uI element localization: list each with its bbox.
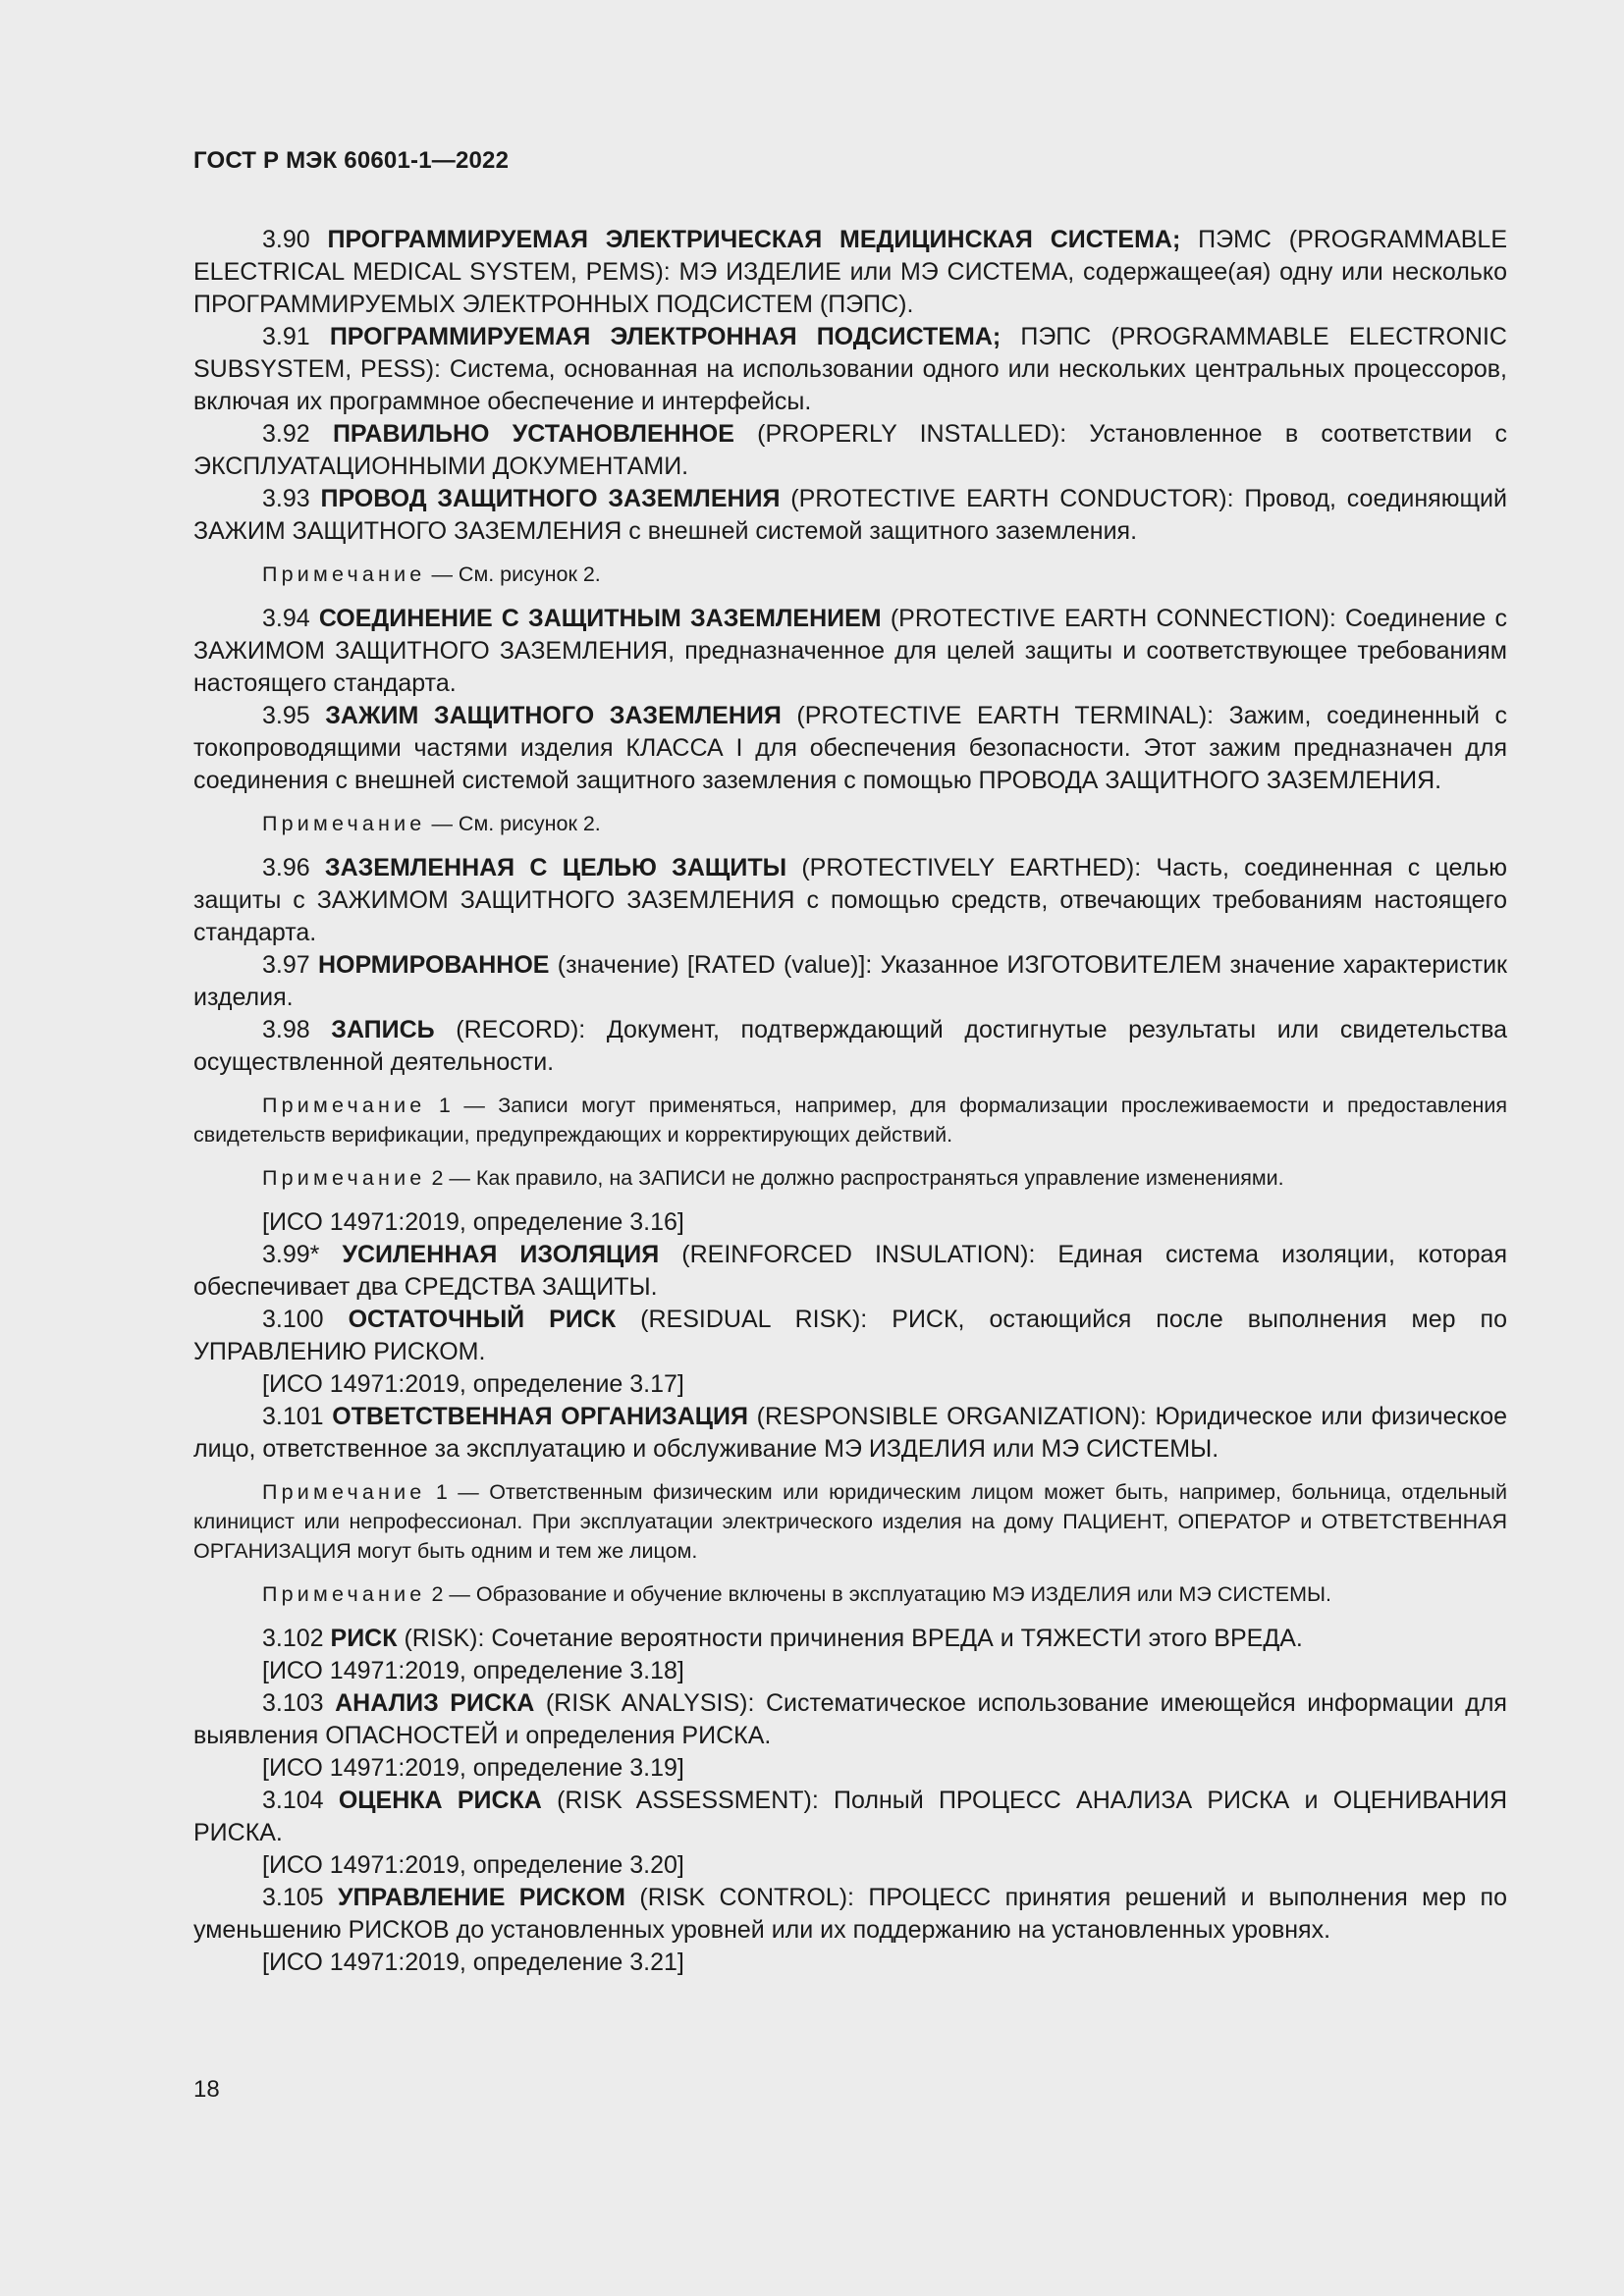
term-definition <box>193 852 1507 949</box>
source-reference: [ИСО 14971:2019, определение 3.19] <box>262 1754 684 1782</box>
term-number: 3.103 <box>262 1689 324 1717</box>
note-text: — См. рисунок 2. <box>431 812 601 835</box>
note-text: 1 — Ответственным физическим или юридическим лицом может быть, например, больница, отдельный клиницист или непрофессионал. При эксплуатации электрического изделия на дому ПАЦИЕНТ, ОПЕРАТОР и ОТВЕТСТВЕННАЯ ОРГАНИЗАЦИЯ могут быть одним и тем же лицом. <box>193 1480 1507 1563</box>
term-definition <box>193 1014 1507 1079</box>
term-text: (RISK): Сочетание вероятности причинения ВРЕДА и ТЯЖЕСТИ этого ВРЕДА. <box>404 1625 1303 1652</box>
source-reference: [ИСО 14971:2019, определение 3.18] <box>262 1657 684 1684</box>
term-title: УПРАВЛЕНИЕ РИСКОМ <box>337 1884 625 1911</box>
note-text: — См. рисунок 2. <box>431 562 601 586</box>
term-text: (RISK CONTROL): ПРОЦЕСС принятия решений и выполнения мер по уменьшению РИСКОВ до установленных уровней или их поддержанию на установленных уровнях. <box>193 1884 1507 1944</box>
term-text: (PROTECTIVE EARTH CONNECTION): Соединение с ЗАЖИМОМ ЗАЩИТНОГО ЗАЗЕМЛЕНИЯ, предназначенное для целей защиты и соответствующее требованиям настоящего стандарта. <box>193 605 1507 697</box>
term-text: (значение) [RATED (value)]: Указанное ИЗГОТОВИТЕЛЕМ значение характеристик изделия. <box>193 951 1507 1011</box>
term-text: ПЭПС (PROGRAMMABLE ELECTRONIC SUBSYSTEM, PESS): Система, основанная на использовании одного или нескольких центральных процессоров, включая их программное обеспечение и интерфейсы. <box>193 323 1507 415</box>
term-text: (REINFORCED INSULATION): Единая система изоляции, которая обеспечивает два СРЕДСТВА ЗАЩИТЫ. <box>193 1241 1507 1301</box>
term-text: (RISK ASSESSMENT): Полный ПРОЦЕСС АНАЛИЗА РИСКА и ОЦЕНИВАНИЯ РИСКА. <box>193 1787 1508 1846</box>
term-text: (RESPONSIBLE ORGANIZATION): Юридическое или физическое лицо, ответственное за эксплуатацию и обслуживание МЭ ИЗДЕЛИЯ или МЭ СИСТЕМЫ. <box>193 1403 1508 1463</box>
term-title: ОТВЕТСТВЕННАЯ ОРГАНИЗАЦИЯ <box>332 1403 748 1430</box>
note <box>193 1477 1507 1566</box>
note-label: Примечание <box>262 1582 426 1606</box>
term-title: РИСК <box>330 1625 398 1652</box>
term-title: СОЕДИНЕНИЕ С ЗАЩИТНЫМ ЗАЗЕМЛЕНИЕМ <box>318 605 882 632</box>
term-definition <box>193 1401 1507 1466</box>
term-title: ПРАВИЛЬНО УСТАНОВЛЕННОЕ <box>332 420 734 448</box>
term-title: УСИЛЕННАЯ ИЗОЛЯЦИЯ <box>342 1241 660 1268</box>
term-definition <box>193 1882 1507 1947</box>
term-title: ЗАПИСЬ <box>331 1016 435 1043</box>
term-title: АНАЛИЗ РИСКА <box>335 1689 535 1717</box>
source-reference: [ИСО 14971:2019, определение 3.17] <box>262 1370 684 1398</box>
term-number: 3.92 <box>262 420 310 448</box>
page-number: 18 <box>193 2076 220 2103</box>
term-definition <box>193 1239 1507 1304</box>
term-definition <box>193 700 1507 797</box>
note <box>193 1163 1507 1193</box>
term-number: 3.94 <box>262 605 310 632</box>
source-reference: [ИСО 14971:2019, определение 3.21] <box>262 1949 684 1976</box>
note-label: Примечание <box>262 1094 426 1117</box>
term-title: ЗАЖИМ ЗАЩИТНОГО ЗАЗЕМЛЕНИЯ <box>325 702 782 729</box>
source-reference: [ИСО 14971:2019, определение 3.20] <box>262 1851 684 1879</box>
term-text: (PROTECTIVE EARTH CONDUCTOR): Провод, соединяющий ЗАЖИМ ЗАЩИТНОГО ЗАЗЕМЛЕНИЯ с внешней системой защитного заземления. <box>193 485 1507 545</box>
document-header: ГОСТ Р МЭК 60601-1—2022 <box>193 147 510 174</box>
note-text: 2 — Как правило, на ЗАПИСИ не должно распространяться управление изменениями. <box>431 1166 1284 1190</box>
term-text: (PROTECTIVELY EARTHED): Часть, соединенная с целью защиты с ЗАЖИМОМ ЗАЩИТНОГО ЗАЗЕМЛЕНИЯ с помощью средств, отвечающих требованиям настоящего стандарта. <box>193 854 1507 946</box>
term-title: НОРМИРОВАННОЕ <box>317 951 550 979</box>
note-text: 1 — Записи могут применяться, например, для формализации прослеживаемости и предоставления свидетельств верификации, предупреждающих и корректирующих действий. <box>193 1094 1507 1147</box>
term-number: 3.91 <box>262 323 310 350</box>
term-number: 3.99* <box>262 1241 320 1268</box>
term-title: ОСТАТОЧНЫЙ РИСК <box>348 1306 617 1333</box>
term-definition <box>193 321 1507 418</box>
term-title: ОЦЕНКА РИСКА <box>338 1787 542 1814</box>
term-title: ЗАЗЕМЛЕННАЯ С ЦЕЛЬЮ ЗАЩИТЫ <box>324 854 787 881</box>
term-number: 3.96 <box>262 854 310 881</box>
term-number: 3.93 <box>262 485 310 512</box>
note <box>193 1579 1507 1609</box>
term-text: ПЭМС (PROGRAMMABLE ELECTRICAL MEDICAL SYSTEM, PEMS): МЭ ИЗДЕЛИЕ или МЭ СИСТЕМА, содержащее(ая) одну или несколько ПРОГРАММИРУЕМЫХ ЭЛЕКТРОННЫХ ПОДСИСТЕМ (ПЭПС). <box>193 226 1507 318</box>
term-text: (PROPERLY INSTALLED): Установленное в соответствии с ЭКСПЛУАТАЦИОННЫМИ ДОКУМЕНТАМИ. <box>193 420 1508 480</box>
note <box>193 809 1507 838</box>
term-definition <box>193 1785 1507 1849</box>
term-number: 3.97 <box>262 951 310 979</box>
term-number: 3.102 <box>262 1625 324 1652</box>
term-text: (RESIDUAL RISK): РИСК, остающийся после выполнения мер по УПРАВЛЕНИЮ РИСКОМ. <box>193 1306 1507 1365</box>
term-number: 3.104 <box>262 1787 324 1814</box>
term-definition <box>193 603 1507 700</box>
note-label: Примечание <box>262 1166 426 1190</box>
document-body <box>193 224 1507 1979</box>
term-title: ПРОГРАММИРУЕМАЯ ЭЛЕКТРОННАЯ ПОДСИСТЕМА; <box>329 323 1001 350</box>
note-label: Примечание <box>262 812 426 835</box>
term-text: (RISK ANALYSIS): Систематическое использование имеющейся информации для выявления ОПАСНОСТЕЙ и определения РИСКА. <box>193 1689 1507 1749</box>
note-label: Примечание <box>262 1480 426 1504</box>
note-label: Примечание <box>262 562 426 586</box>
term-text: (RECORD): Документ, подтверждающий достигнутые результаты или свидетельства осуществленной деятельности. <box>193 1016 1507 1076</box>
term-number: 3.105 <box>262 1884 324 1911</box>
term-definition <box>193 224 1507 321</box>
term-number: 3.90 <box>262 226 310 253</box>
term-definition <box>193 418 1507 483</box>
term-text: (PROTECTIVE EARTH TERMINAL): Зажим, соединенный с токопроводящими частями изделия КЛАССА I для обеспечения безопасности. Этот зажим предназначен для соединения с внешней системой защитного заземления с помощью ПРОВОДА ЗАЩИТНОГО ЗАЗЕМЛЕНИЯ. <box>193 702 1507 794</box>
term-number: 3.101 <box>262 1403 324 1430</box>
term-number: 3.100 <box>262 1306 324 1333</box>
term-definition <box>193 1304 1507 1368</box>
note-text: 2 — Образование и обучение включены в эксплуатацию МЭ ИЗДЕЛИЯ или МЭ СИСТЕМЫ. <box>431 1582 1332 1606</box>
source-reference: [ИСО 14971:2019, определение 3.16] <box>262 1208 684 1236</box>
note <box>193 560 1507 589</box>
term-title: ПРОВОД ЗАЩИТНОГО ЗАЗЕМЛЕНИЯ <box>320 485 781 512</box>
term-title: ПРОГРАММИРУЕМАЯ ЭЛЕКТРИЧЕСКАЯ МЕДИЦИНСКАЯ СИСТЕМА; <box>327 226 1181 253</box>
term-number: 3.98 <box>262 1016 310 1043</box>
term-definition <box>193 1623 1507 1655</box>
term-definition <box>193 1687 1507 1752</box>
term-definition <box>193 483 1507 548</box>
note <box>193 1091 1507 1149</box>
term-definition <box>193 949 1507 1014</box>
term-number: 3.95 <box>262 702 310 729</box>
